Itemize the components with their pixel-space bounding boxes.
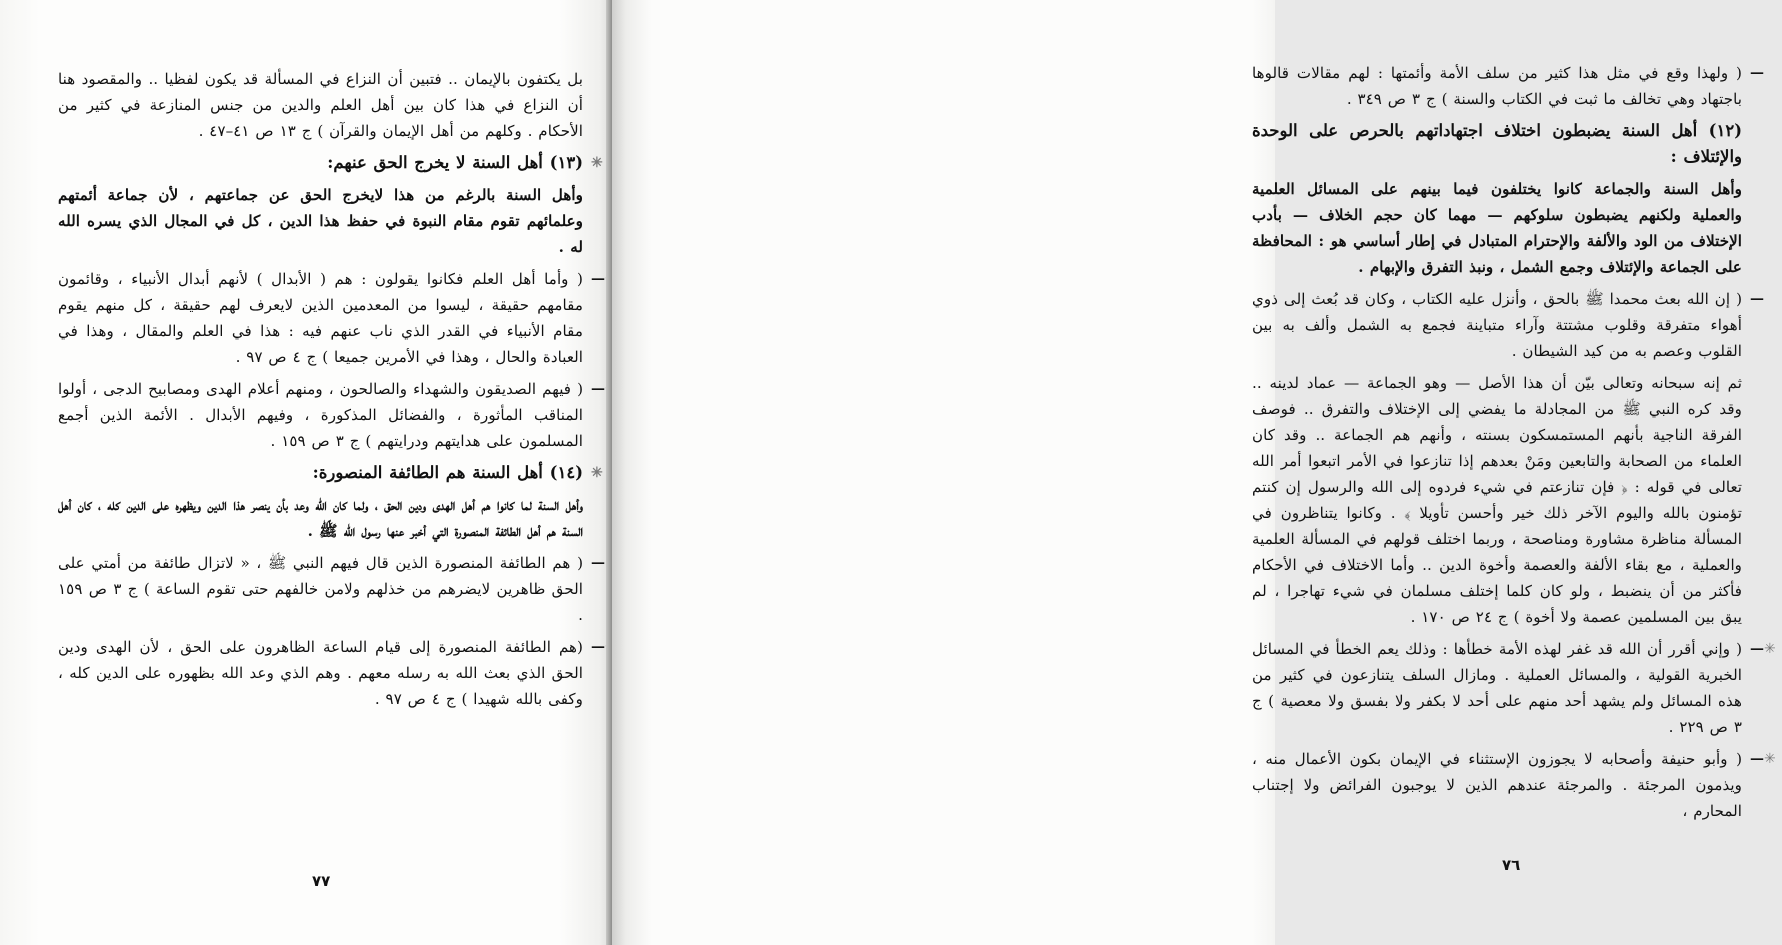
section-heading (58, 150, 603, 176)
quotation-paragraph (58, 266, 605, 370)
section-heading (1252, 118, 1742, 170)
paragraph-text: بل يكتفون بالإيمان .. فتبين أن النزاع في المسألة قد يكون لفظيا .. والمقصود هنا أن النزاع في هذا كان بين أهل العلم والدين من جنس المنازعة في كثير من الأحكام . وكلهم من أهل الإيمان والقرآن ) ج ١٣ ص ٤١–٤٧ . (58, 70, 583, 140)
page-number-right: ٧٦ (1502, 856, 1521, 874)
body-paragraph (1252, 370, 1742, 630)
quotation-paragraph (1252, 636, 1776, 740)
paragraph-text: ( وإني أقرر أن الله قد غفر لهذه الأمة خطأها : وذلك يعم الخطأ في المسائل الخبرية القولية ، والمسائل العملية . ومازال السلف يتنازعون في كثير من هذه المسائل ولم يشهد أحد منهم على أحد لا بكفر ولا بفسق ولا معصية ) ج ٣ ص ٢٢٩ . (1252, 640, 1742, 736)
dash-marker: — (1750, 641, 1764, 657)
dash-marker: — (591, 555, 605, 571)
dash-marker: — (1750, 291, 1764, 307)
quotation-paragraph (1252, 60, 1764, 112)
asterisk-icon: ✳ (591, 155, 603, 171)
dash-marker: — (1750, 65, 1764, 81)
section-summary (58, 492, 583, 544)
paragraph-text: ( إن الله بعث محمدا ﷺ بالحق ، وأنزل عليه الكتاب ، وكان قد بُعث إلى ذوي أهواء متفرقة وقلوب مشتتة وآراء متباينة فجمع به الشمل وألف به بين القلوب وعصم به من كيد الشيطان . (1252, 290, 1742, 360)
paragraph-text: ثم إنه سبحانه وتعالى بيّن أن هذا الأصل — وهو الجماعة — عماد لدينه .. وقد كره النبي ﷺ من المجادلة ما يفضي إلى الإختلاف والتفرق .. فوصف الفرقة الناجية بأنهم المستمسكون بسنته ، وأنهم هم الجماعة .. وقد كان العلماء من الصحابة والتابعين ومَنْ بعدهم إذا تنازعوا في الأمر اتبعوا أمر الله تعالى في قوله : ﴿ فإن تنازعتم في شيء فردوه إلى الله والرسول إن كنتم تؤمنون بالله واليوم الآخر ذلك خير وأحسن تأويلا ﴾ . وكانوا يتناظرون في المسألة مناظرة مشاورة ومناصحة ، وربما اختلف قولهم في المسألة العلمية والعملية ، مع بقاء الألفة والعصمة وأخوة الدين .. وأما الاختلاف في الأحكام فأكثر من أن ينضبط ، ولو كان كلما إختلف مسلمان في شيء تهاجرا ، لم يبق بين المسلمين عصمة ولا أخوة ) ج ٢٤ ص ١٧٠ . (1252, 374, 1742, 626)
quotation-paragraph (1252, 746, 1776, 824)
dash-marker: — (1750, 751, 1764, 767)
quotation-paragraph (58, 634, 605, 712)
section-heading (58, 460, 603, 486)
left-page (0, 0, 612, 945)
dash-marker: — (591, 381, 605, 397)
paragraph-text: (١٣) أهل السنة لا يخرج الحق عنهم: (327, 153, 583, 172)
dash-marker: — (591, 639, 605, 655)
margin-marker (1750, 286, 1782, 312)
quotation-paragraph (58, 376, 605, 454)
asterisk-icon: ✳ (591, 465, 603, 481)
quotation-paragraph (58, 550, 605, 628)
paragraph-text: (١٤) أهل السنة هم الطائفة المنصورة: (312, 463, 583, 482)
paragraph-text: وأهل السنة لما كانوا هم أهل الهدى ودين الحق ، ولما كان الله وعد بأن ينصر هذا الدين ويظهره على الدين كله ، كان أهل السنة هم أهل الطائفة المنصورة التي أخبر عنها رسول الله ﷺ . (58, 496, 583, 540)
paragraph-text: وأهل السنة بالرغم من هذا لايخرج الحق عن جماعتهم ، لأن جماعة أئمتهم وعلمائهم تقوم مقام النبوة في حفظ هذا الدين ، كل في المجال الذي يسره الله له . (58, 186, 583, 256)
paragraph-text: (١٢) أهل السنة يضبطون اختلاف اجتهاداتهم بالحرص على الوحدة والإئتلاف : (1252, 121, 1742, 166)
dash-marker: — (591, 271, 605, 287)
paragraph-text: ( وأبو حنيفة وأصحابه لا يجوزون الإستثناء في الإيمان بكون الأعمال منه ، ويذمون المرجئة . والمرجئة عندهم الذين لا يوجبون الفرائض ولا إجتناب المحارم ، (1252, 750, 1742, 820)
margin-marker (1750, 60, 1782, 86)
paragraph-text: ( ولهذا وقع في مثل هذا كثير من سلف الأمة وأئمتها : لهم مقالات قالوها باجتهاد وهي تخالف ما ثبت في الكتاب والسنة ) ج ٣ ص ٣٤٩ . (1252, 64, 1742, 108)
paragraph-text: ( وأما أهل العلم فكانوا يقولون : هم ( الأبدال ) لأنهم أبدال الأنبياء ، وقائمون مقامهم حقيقة ، ليسوا من المعدمين الذين لايعرف لهم حقيقة ، كل منهم يقوم مقام الأنبياء في القدر الذي ناب عنهم فيه : هذا في العلم والمقال ، وهذا في العبادة والحال ، وهذا في الأمرين جميعا ) ج ٤ ص ٩٧ . (58, 270, 583, 366)
left-page-text (58, 66, 605, 718)
page-number-left: ٧٧ (312, 872, 331, 890)
section-summary (1252, 176, 1742, 280)
margin-marker (1750, 746, 1782, 772)
quotation-paragraph (1252, 286, 1764, 364)
section-summary (58, 182, 583, 260)
margin-marker (1750, 636, 1782, 662)
right-page-text (1252, 60, 1776, 830)
asterisk-icon: ✳ (1764, 641, 1776, 657)
right-page (612, 0, 1776, 945)
paragraph-text: ( هم الطائفة المنصورة الذين قال فيهم النبي ﷺ ، « لاتزال طائفة من أمتي على الحق ظاهرين لايضرهم من خذلهم ولامن خالفهم حتى تقوم الساعة ) ج ٣ ص ١٥٩ . (58, 554, 583, 624)
body-paragraph (58, 66, 583, 144)
paragraph-text: (هم الطائفة المنصورة إلى قيام الساعة الظاهرون على الحق ، لأن الهدى ودين الحق الذي بعث الله به رسله معهم . وهم الذي وعد الله بظهوره على الدين كله ، وكفى بالله شهيدا ) ج ٤ ص ٩٧ . (58, 638, 583, 708)
paragraph-text: ( فيهم الصديقون والشهداء والصالحون ، ومنهم أعلام الهدى ومصابيح الدجى ، أولوا المناقب المأثورة ، والفضائل المذكورة ، وفيهم الأبدال . الأئمة الذين أجمع المسلمون على هدايتهم ودرايتهم ) ج ٣ ص ١٥٩ . (58, 380, 583, 450)
asterisk-icon: ✳ (1764, 751, 1776, 767)
paragraph-text: وأهل السنة والجماعة كانوا يختلفون فيما بينهم على المسائل العلمية والعملية ولكنهم يضبطون سلوكهم — مهما كان حجم الخلاف — بأدب الإختلاف من الود والألفة والإحترام المتبادل في إطار أساسي هو : المحافظة على الجماعة والإئتلاف وجمع الشمل ، ونبذ التفرق والإبهام . (1252, 180, 1742, 276)
